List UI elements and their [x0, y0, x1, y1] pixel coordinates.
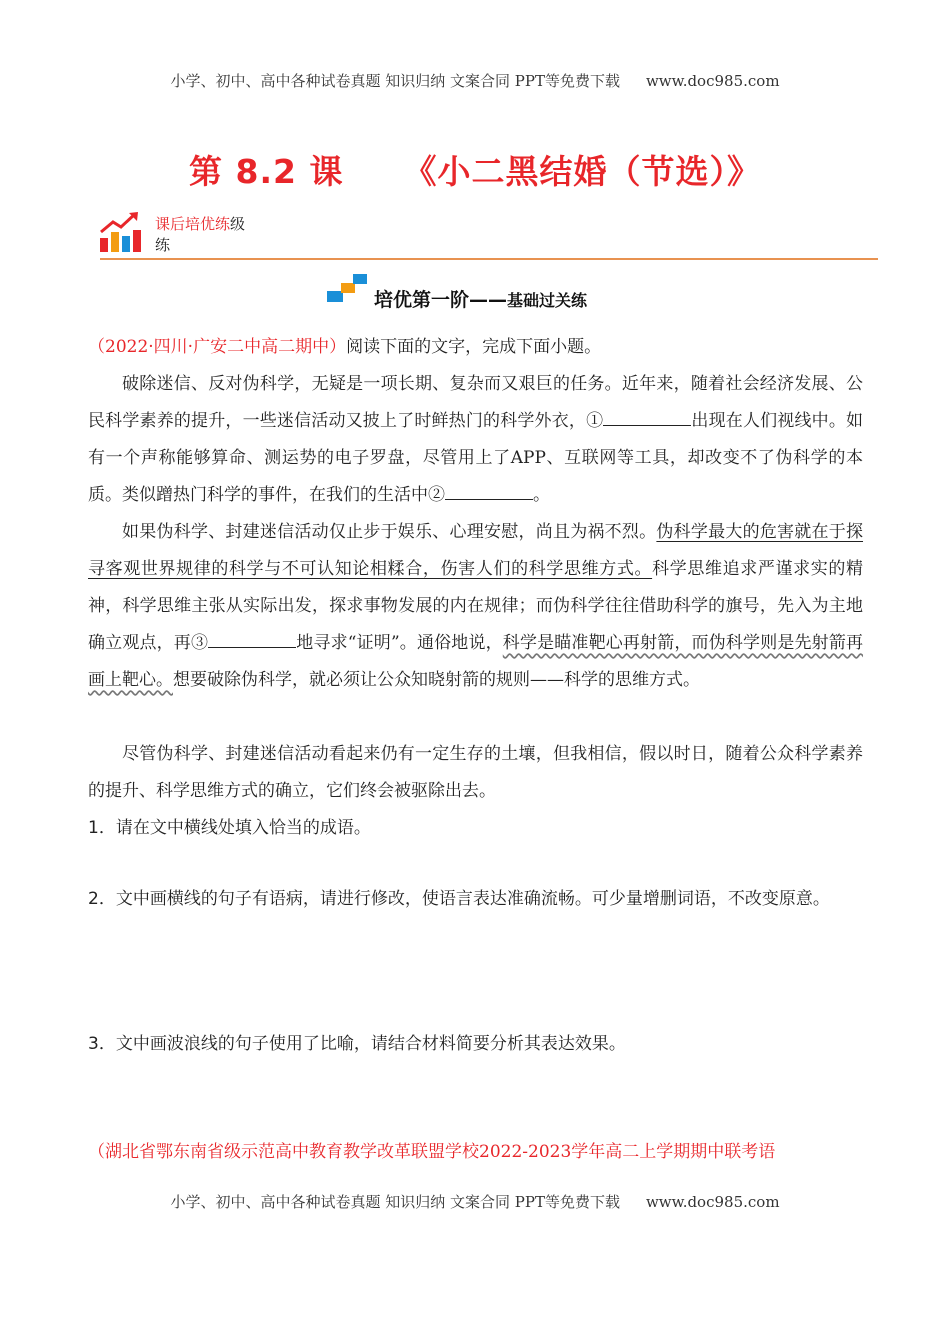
lesson-number: 第 8.2 课	[189, 152, 344, 191]
section-label-dark-2: 练	[155, 236, 171, 254]
passage-paragraph-2	[88, 514, 863, 699]
blank-2[interactable]	[445, 481, 533, 500]
p1-text-a: 破除迷信、反对伪科学，无疑是一项长期、复杂而又艰巨的任务。近年来，随着社会经济发展、公民科学素养的提升，一些迷信活动又披上了时鲜热门的科学外衣，①	[88, 374, 863, 431]
page-header	[0, 70, 950, 91]
p1-text-c: 。	[533, 485, 550, 505]
stage-title	[374, 285, 587, 312]
header-text: 小学、初中、高中各种试卷真题 知识归纳 文案合同 PPT等免费下载	[170, 72, 620, 90]
stage-title-main: 培优第一阶——	[374, 289, 508, 311]
section-label-dark-1: 级	[230, 215, 246, 233]
p2-text-c: 地寻求“证明”。通俗地说，	[296, 633, 503, 653]
passage-instruction: 阅读下面的文字，完成下面小题。	[346, 337, 602, 357]
p2-text-a: 如果伪科学、封建迷信活动仅止步于娱乐、心理安慰，尚且为祸不烈。	[122, 522, 657, 542]
footer-site[interactable]: www.doc985.com	[645, 1193, 780, 1211]
passage-paragraph-1	[88, 366, 863, 514]
page-footer	[0, 1191, 950, 1212]
section-label	[155, 214, 265, 256]
header-site[interactable]: www.doc985.com	[645, 72, 780, 90]
section-label-red: 课后培优练	[155, 215, 231, 233]
question-3: 3．文中画波浪线的句子使用了比喻，请结合材料简要分析其表达效果。	[88, 1034, 626, 1054]
lesson-name: 《小二黑结婚（节选）》	[403, 152, 761, 191]
blank-3[interactable]	[208, 629, 296, 648]
p2-text-d: 想要破除伪科学，就必须让公众知晓射箭的规则——科学的思维方式。	[173, 670, 700, 690]
underlined-sentence: 伪科学最大的危害就在于探寻客观世界规律的科学与不可认知论相糅合，伤害人们的科学思维方式。	[88, 522, 864, 579]
passage-paragraph-3	[88, 736, 863, 810]
page-title	[0, 146, 950, 193]
stage-title-sub: 基础过关练	[507, 291, 588, 310]
blank-1[interactable]	[603, 407, 691, 426]
p1-text-b: 出现在人们视线中。如有一个声称能够算命、测运势的电子罗盘，尽管用上了APP、互联网等工具，却改变不了伪科学的本质。类似蹭热门科学的事件，在我们的生活中②	[88, 411, 863, 505]
header-divider	[100, 258, 878, 260]
question-1: 1．请在文中横线处填入恰当的成语。	[88, 818, 371, 838]
stairs-icon	[327, 273, 369, 303]
passage-source: （2022·四川·广安二中高二期中）	[88, 337, 347, 357]
next-passage-source: （湖北省鄂东南省级示范高中教育教学改革联盟学校2022-2023学年高二上学期期中联考语	[88, 1142, 776, 1162]
passage-intro	[88, 329, 863, 366]
p3-text: 尽管伪科学、封建迷信活动看起来仍有一定生存的土壤，但我相信，假以时日，随着公众科学素养的提升、科学思维方式的确立，它们终会被驱除出去。	[88, 744, 863, 801]
wavy-sentence: 科学是瞄准靶心再射箭，而伪科学则是先射箭再画上靶心。	[88, 633, 864, 690]
footer-text: 小学、初中、高中各种试卷真题 知识归纳 文案合同 PPT等免费下载	[170, 1193, 620, 1211]
question-2: 2．文中画横线的句子有语病，请进行修改，使语言表达准确流畅。可少量增删词语，不改变原意。	[88, 889, 830, 909]
chart-growth-icon	[99, 210, 143, 254]
p2-text-b: 科学思维追求严谨求实的精神，科学思维主张从实际出发，探求事物发展的内在规律；而伪科学往往借助科学的旗号，先入为主地确立观点，再③	[88, 559, 864, 653]
